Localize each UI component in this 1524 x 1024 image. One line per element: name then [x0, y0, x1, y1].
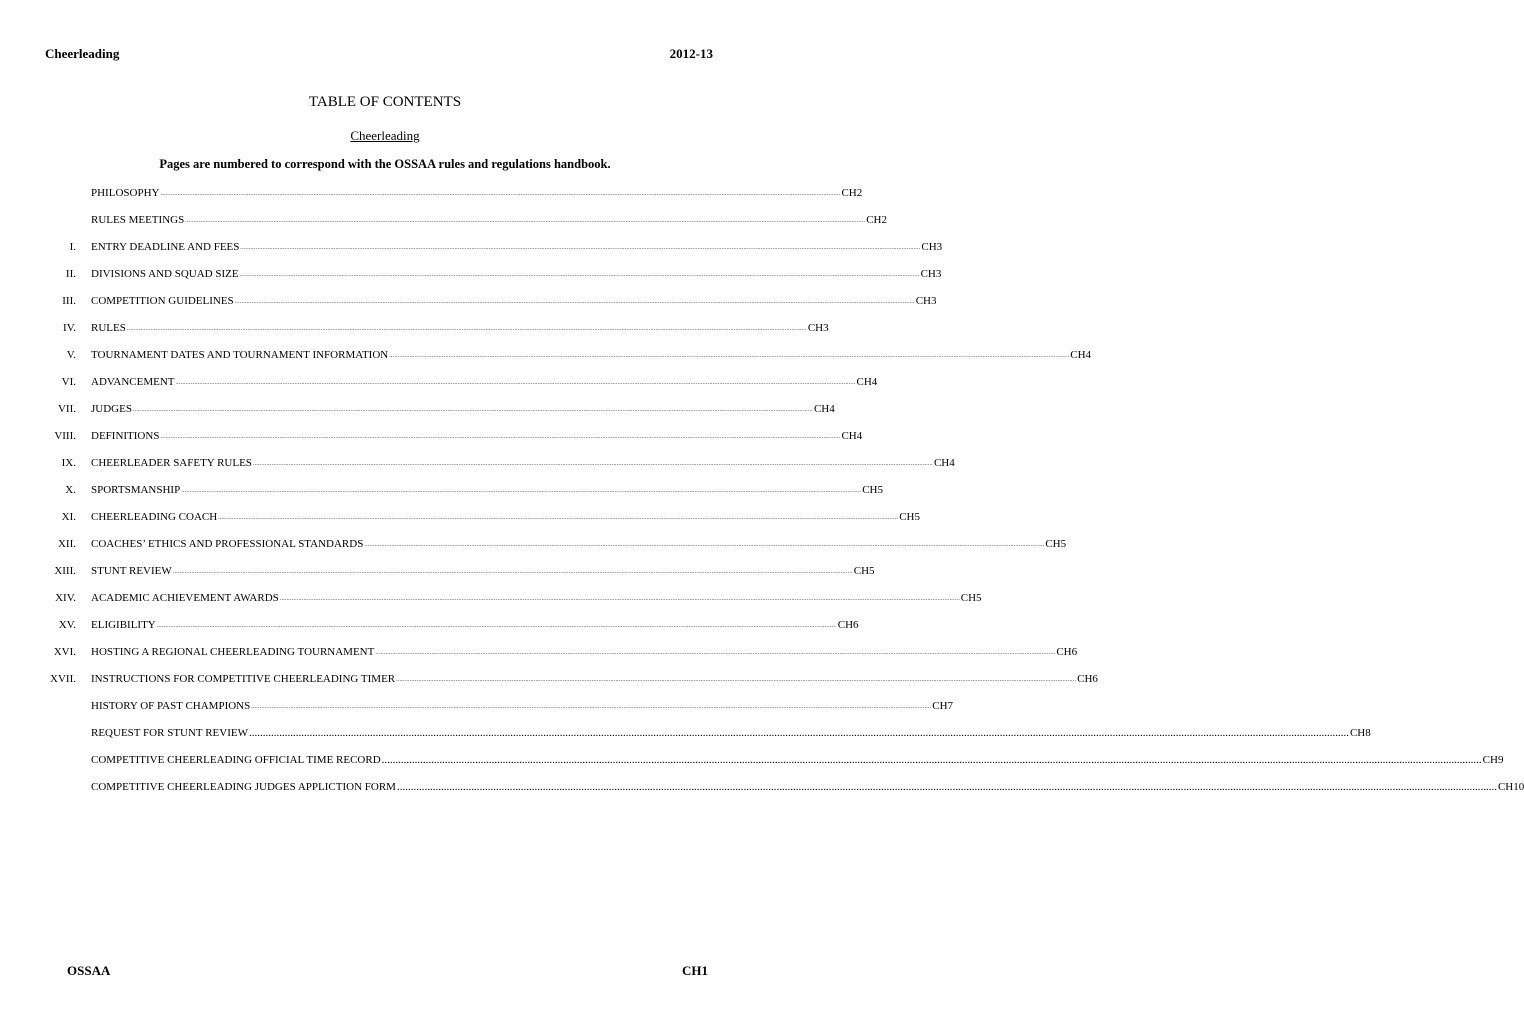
toc-entry-number: V. — [66, 349, 76, 361]
toc-entry — [0, 211, 887, 229]
toc-entry — [0, 292, 937, 310]
page-note: Pages are numbered to correspond with the OSSAA rules and regulations handbook. — [159, 157, 611, 171]
dot-leader: ................................................................................................................................................................................................................................................................................................................................................................................................................ — [375, 650, 1056, 656]
toc-entry — [0, 373, 878, 391]
toc-entry — [0, 535, 1067, 553]
toc-entry — [0, 670, 1098, 688]
toc-entry — [0, 319, 829, 337]
toc-entry — [0, 508, 920, 526]
toc-entry-number: IX. — [61, 457, 76, 469]
toc-entry-label: DIVISIONS AND SQUAD SIZE — [91, 268, 239, 280]
toc-entry-page: CH3 — [807, 322, 829, 334]
toc-entry — [0, 481, 883, 499]
toc-entry — [0, 778, 1524, 796]
toc-entry-page: CH4 — [933, 457, 955, 469]
toc-entry-number: XIII. — [54, 565, 76, 577]
toc-entry-page: CH8 — [1349, 727, 1371, 739]
toc-entry-page: CH5 — [960, 592, 982, 604]
toc-entry-page: CH9 — [1482, 754, 1504, 766]
toc-entry — [0, 238, 943, 256]
toc-entry-label: ACADEMIC ACHIEVEMENT AWARDS — [91, 592, 279, 604]
dot-leader: ................................................................................................................................................................................................................................................................................................................................................................................................................ — [218, 515, 899, 521]
dot-leader: ................................................................................................................................................................................................................................................................................................................................................................................................................ — [364, 542, 1045, 548]
footer-page-number: CH1 — [682, 963, 708, 978]
toc-entry-label: HISTORY OF PAST CHAMPIONS — [91, 700, 251, 712]
dot-leader: ................................................................................................................................................................................................................................................................................................................................................................................................................ — [248, 727, 1349, 739]
toc-entry-page: CH4 — [841, 430, 863, 442]
toc-entry — [0, 400, 835, 418]
toc-entry — [0, 724, 1371, 742]
toc-entry-number: XV. — [58, 619, 76, 631]
toc-entry-label: HOSTING A REGIONAL CHEERLEADING TOURNAMENT — [91, 646, 375, 658]
toc-entry-label: CHEERLEADER SAFETY RULES — [91, 457, 252, 469]
toc-entry-page: CH3 — [915, 295, 937, 307]
header-sport: Cheerleading — [45, 46, 120, 61]
toc-entry-page: CH7 — [932, 700, 954, 712]
toc-entry — [0, 346, 1092, 364]
toc-entry-number: IV. — [63, 322, 76, 334]
toc-entry-page: CH6 — [1077, 673, 1098, 685]
toc-entry-page: CH4 — [856, 376, 878, 388]
toc-entry — [0, 697, 954, 715]
toc-entry-number: XVI. — [53, 646, 76, 658]
toc-entry-page: CH5 — [1045, 538, 1067, 550]
toc-entry-number: VII. — [57, 403, 76, 415]
toc-entry-number: I. — [69, 241, 76, 253]
toc-entry-label: ADVANCEMENT — [91, 376, 175, 388]
page-title: TABLE OF CONTENTS — [308, 94, 462, 110]
footer-org: OSSAA — [67, 963, 111, 978]
toc-entry-number: III. — [62, 295, 76, 307]
dot-leader: ................................................................................................................................................................................................................................................................................................................................................................................................................ — [185, 218, 866, 224]
dot-leader: ................................................................................................................................................................................................................................................................................................................................................................................................................ — [239, 272, 920, 278]
toc-entry-label: DEFINITIONS — [91, 430, 160, 442]
toc-entry-page: CH4 — [1070, 349, 1092, 361]
dot-leader: ................................................................................................................................................................................................................................................................................................................................................................................................................ — [126, 326, 807, 332]
toc-entry-label: INSTRUCTIONS FOR COMPETITIVE CHEERLEADING TIMER — [91, 673, 396, 685]
toc-entry-label: REQUEST FOR STUNT REVIEW — [91, 727, 248, 739]
toc-entry-label: CHEERLEADING COACH — [91, 511, 218, 523]
toc-entry-number: XIV. — [55, 592, 76, 604]
toc-entry-number: VI. — [61, 376, 76, 388]
dot-leader: ................................................................................................................................................................................................................................................................................................................................................................................................................ — [381, 754, 1482, 766]
dot-leader: ................................................................................................................................................................................................................................................................................................................................................................................................................ — [396, 677, 1077, 683]
toc-entry-page: CH5 — [862, 484, 883, 496]
toc-entry-page: CH5 — [853, 565, 875, 577]
dot-leader: ................................................................................................................................................................................................................................................................................................................................................................................................................ — [172, 569, 853, 575]
dot-leader: ................................................................................................................................................................................................................................................................................................................................................................................................................ — [251, 704, 932, 710]
toc-entry-label: RULES — [91, 322, 126, 334]
dot-leader: ................................................................................................................................................................................................................................................................................................................................................................................................................ — [396, 781, 1497, 793]
toc-entry — [0, 643, 1078, 661]
toc-entry — [0, 184, 863, 202]
toc-entry-label: STUNT REVIEW — [91, 565, 172, 577]
dot-leader: ................................................................................................................................................................................................................................................................................................................................................................................................................ — [156, 623, 837, 629]
dot-leader: ................................................................................................................................................................................................................................................................................................................................................................................................................ — [389, 353, 1070, 359]
toc-entry — [0, 427, 863, 445]
toc-entry-label: ELIGIBILITY — [91, 619, 156, 631]
dot-leader: ................................................................................................................................................................................................................................................................................................................................................................................................................ — [234, 299, 915, 305]
dot-leader: ................................................................................................................................................................................................................................................................................................................................................................................................................ — [181, 488, 862, 494]
dot-leader: ................................................................................................................................................................................................................................................................................................................................................................................................................ — [160, 191, 841, 197]
toc-entry-number: II. — [65, 268, 76, 280]
toc-entry-page: CH3 — [921, 241, 943, 253]
toc-entry — [0, 616, 859, 634]
toc-entry-label: COMPETITIVE CHEERLEADING OFFICIAL TIME RECORD — [91, 754, 381, 766]
toc-entry-page: CH3 — [920, 268, 942, 280]
toc-entry-label: COMPETITION GUIDELINES — [91, 295, 234, 307]
dot-leader: ................................................................................................................................................................................................................................................................................................................................................................................................................ — [240, 245, 921, 251]
toc-entry-page: CH2 — [866, 214, 887, 226]
toc-entry-label: COACHES’ ETHICS AND PROFESSIONAL STANDARDS — [91, 538, 364, 550]
dot-leader: ................................................................................................................................................................................................................................................................................................................................................................................................................ — [175, 380, 856, 386]
toc-entry — [0, 589, 982, 607]
toc-entry-label: RULES MEETINGS — [91, 214, 185, 226]
dot-leader: ................................................................................................................................................................................................................................................................................................................................................................................................................ — [252, 461, 933, 467]
toc-entry-page: CH2 — [841, 187, 863, 199]
dot-leader: ................................................................................................................................................................................................................................................................................................................................................................................................................ — [160, 434, 841, 440]
toc-entry — [0, 454, 955, 472]
toc-entry — [0, 265, 942, 283]
toc-entry-label: PHILOSOPHY — [91, 187, 160, 199]
header-season: 2012-13 — [669, 46, 713, 61]
toc-entry-page: CH10 — [1497, 781, 1524, 793]
toc-entry-number: XI. — [61, 511, 76, 523]
toc-entry-number: VIII. — [54, 430, 76, 442]
toc-entry-number: XII. — [57, 538, 76, 550]
toc-entry-label: ENTRY DEADLINE AND FEES — [91, 241, 240, 253]
toc-entry-page: CH6 — [1056, 646, 1078, 658]
toc-entry-label: JUDGES — [91, 403, 132, 415]
dot-leader: ................................................................................................................................................................................................................................................................................................................................................................................................................ — [132, 407, 813, 413]
dot-leader: ................................................................................................................................................................................................................................................................................................................................................................................................................ — [279, 596, 960, 602]
toc-entry-page: CH5 — [899, 511, 920, 523]
toc-entry-number: XVII. — [50, 673, 76, 685]
toc-entry — [0, 751, 1504, 769]
toc-entry-label: SPORTSMANSHIP — [91, 484, 181, 496]
page-subtitle: Cheerleading — [350, 128, 420, 143]
toc-entry-page: CH4 — [813, 403, 835, 415]
toc-entry-page: CH6 — [837, 619, 859, 631]
toc-entry-label: COMPETITIVE CHEERLEADING JUDGES APPLICTION FORM — [91, 781, 396, 793]
toc-entry-number: X. — [65, 484, 76, 496]
toc-entry — [0, 562, 875, 580]
toc-entry-label: TOURNAMENT DATES AND TOURNAMENT INFORMATION — [91, 349, 389, 361]
